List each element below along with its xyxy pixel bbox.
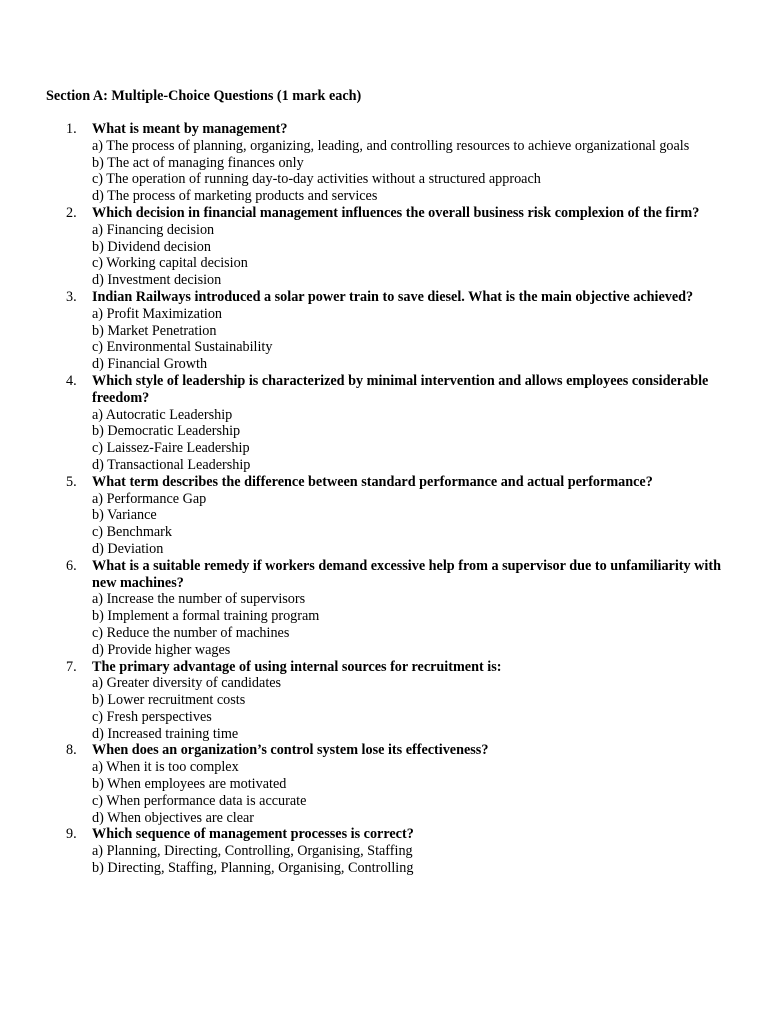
section-title: Section A: Multiple-Choice Questions (1 mark each) — [46, 88, 362, 104]
answer-option: b) Directing, Staffing, Planning, Organising, Controlling — [92, 860, 414, 877]
answer-option: a) Profit Maximization — [92, 305, 223, 322]
answer-option: d) Provide higher wages — [92, 641, 231, 658]
answer-option: a) Performance Gap — [92, 490, 207, 507]
answer-option: b) Market Penetration — [92, 322, 217, 339]
question-item — [46, 289, 726, 373]
question-item — [46, 558, 726, 659]
question-text: Which sequence of management processes is correct? — [92, 826, 414, 843]
question-text: What term describes the difference between standard performance and actual performance? — [92, 473, 653, 490]
question-text: The primary advantage of using internal sources for recruitment is: — [92, 658, 502, 675]
question-number: 4. — [66, 372, 77, 389]
answer-option: a) The process of planning, organizing, leading, and controlling resources to achieve organizational goals — [92, 137, 690, 154]
answer-option: c) Reduce the number of machines — [92, 624, 290, 641]
question-number: 9. — [66, 826, 77, 843]
answer-option: c) Laissez-Faire Leadership — [92, 440, 250, 457]
answer-option: d) The process of marketing products and services — [92, 188, 378, 205]
answer-option: d) Increased training time — [92, 725, 239, 742]
question-item — [46, 742, 726, 826]
question-number: 7. — [66, 658, 77, 675]
question-item — [46, 474, 726, 558]
answer-option: b) Democratic Leadership — [92, 423, 241, 440]
answer-option: c) Working capital decision — [92, 255, 248, 272]
answer-option: a) When it is too complex — [92, 759, 239, 776]
question-item — [46, 121, 726, 205]
answer-option: c) Benchmark — [92, 524, 172, 541]
question-text: What is a suitable remedy if workers demand excessive help from a supervisor due to unfamiliarity with new machines? — [92, 557, 721, 591]
question-item — [46, 373, 726, 474]
question-text: When does an organization’s control system lose its effectiveness? — [92, 742, 489, 759]
question-number: 6. — [66, 557, 77, 574]
question-item — [46, 659, 726, 743]
answer-option: c) Fresh perspectives — [92, 708, 212, 725]
answer-option: a) Increase the number of supervisors — [92, 591, 306, 608]
answer-option: a) Planning, Directing, Controlling, Organising, Staffing — [92, 843, 413, 860]
answer-option: b) The act of managing finances only — [92, 154, 304, 171]
answer-option: c) Environmental Sustainability — [92, 339, 273, 356]
question-text: Which style of leadership is characterized by minimal intervention and allows employees considerable freedom? — [92, 372, 709, 406]
question-item — [46, 826, 726, 876]
answer-option: b) When employees are motivated — [92, 776, 287, 793]
answer-option: d) Deviation — [92, 540, 164, 557]
question-number: 5. — [66, 473, 77, 490]
question-number: 2. — [66, 204, 77, 221]
answer-option: a) Greater diversity of candidates — [92, 675, 282, 692]
answer-option: b) Variance — [92, 507, 157, 524]
answer-option: d) Investment decision — [92, 272, 222, 289]
question-text: What is meant by management? — [92, 121, 288, 137]
answer-option: d) Transactional Leadership — [92, 456, 251, 473]
answer-option: b) Dividend decision — [92, 238, 211, 255]
answer-option: c) When performance data is accurate — [92, 792, 307, 809]
question-item — [46, 205, 726, 289]
question-text: Indian Railways introduced a solar power train to save diesel. What is the main objective achieved? — [92, 288, 694, 305]
answer-option: d) When objectives are clear — [92, 809, 255, 826]
answer-option: b) Lower recruitment costs — [92, 692, 246, 709]
answer-option: c) The operation of running day-to-day activities without a structured approach — [92, 171, 541, 188]
question-number: 8. — [66, 742, 77, 759]
question-list — [46, 121, 726, 877]
question-number: 1. — [66, 121, 77, 137]
answer-option: a) Autocratic Leadership — [92, 406, 233, 423]
question-text: Which decision in financial management influences the overall business risk complexion of the firm? — [92, 204, 700, 221]
answer-option: d) Financial Growth — [92, 356, 208, 373]
question-number: 3. — [66, 288, 77, 305]
answer-option: b) Implement a formal training program — [92, 608, 320, 625]
answer-option: a) Financing decision — [92, 221, 215, 238]
